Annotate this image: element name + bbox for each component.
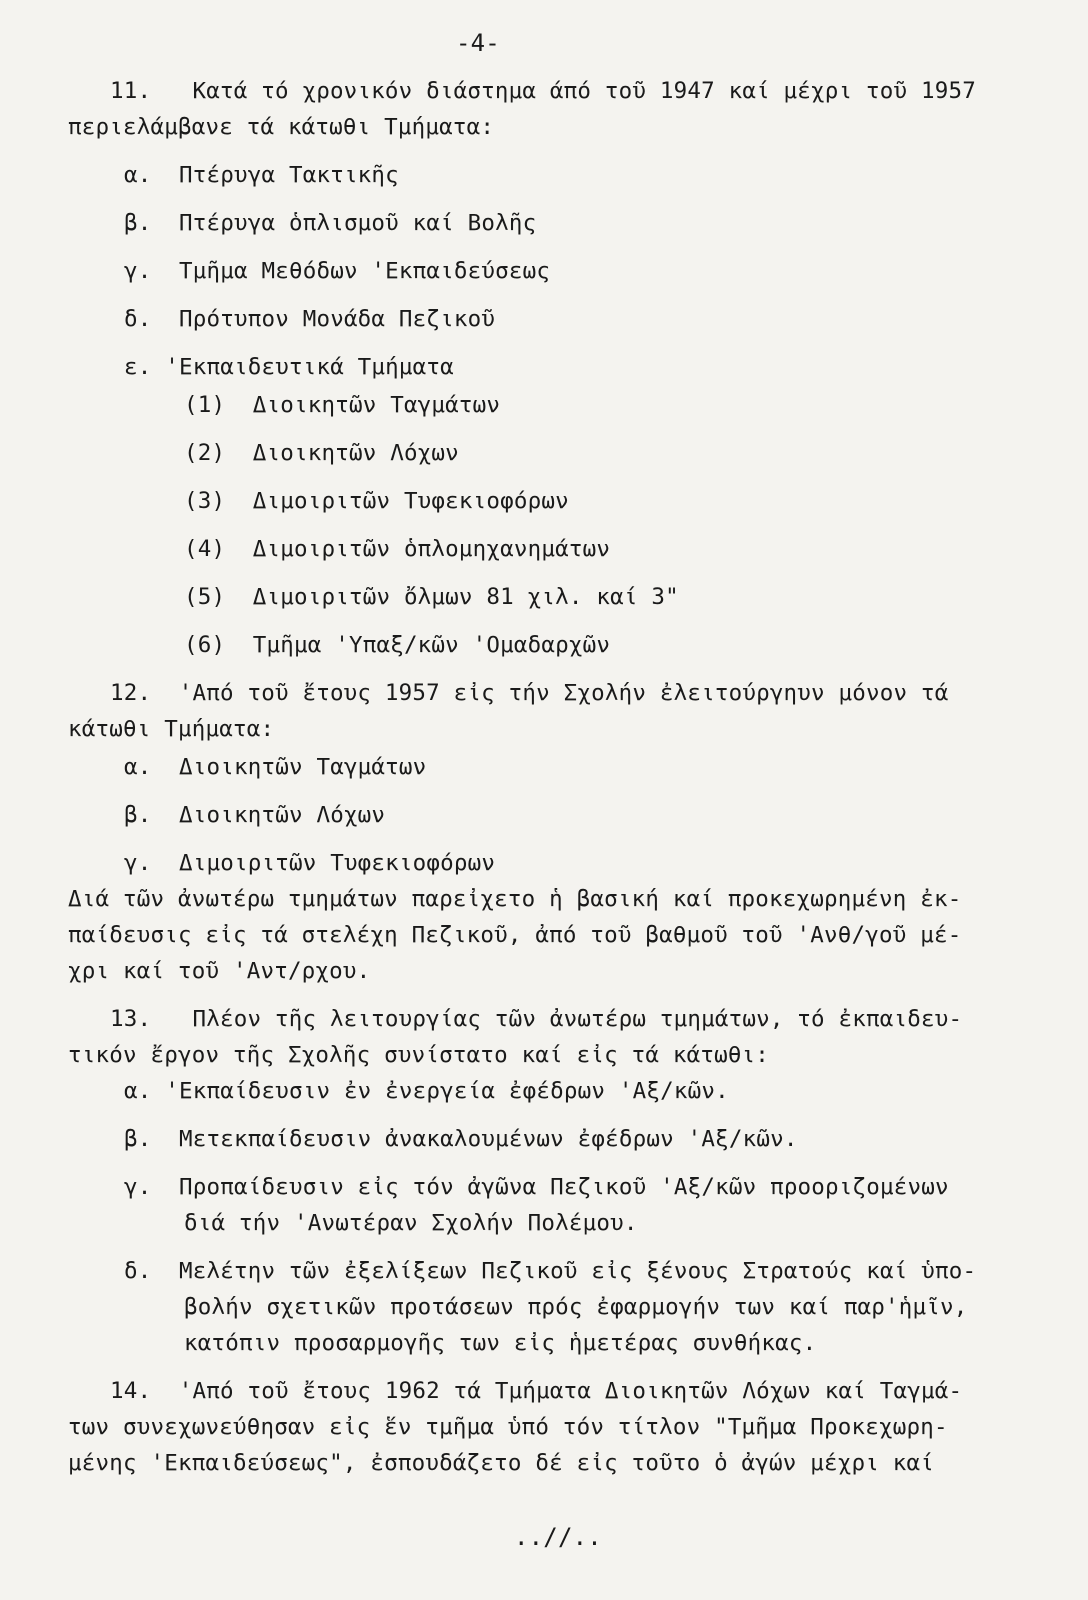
text-line: χρι καί τοῦ 'Αντ/ρχου. [68, 958, 371, 984]
text-line: (3) Διμοιριτῶν Τυφεκιοφόρων [184, 488, 569, 514]
text-line: παίδευσις εἰς τά στελέχη Πεζικοῦ, ἀπό τοῦ βαθμοῦ τοῦ 'Ανθ/γοῦ μέ- [68, 922, 962, 948]
text-line: α. 'Εκπαίδευσιν ἐν ἐνεργεία ἐφέδρων 'Αξ/κῶν. [124, 1078, 729, 1104]
text-line: κάτωθι Τμήματα: [68, 716, 275, 742]
text-line: 14. 'Από τοῦ ἔτους 1962 τά Τμήματα Διοικητῶν Λόχων καί Ταγμά- [110, 1378, 963, 1404]
text-line: περιελάμβανε τά κάτωθι Τμήματα: [68, 114, 495, 140]
text-line: β. Πτέρυγα ὁπλισμοῦ καί Βολῆς [124, 210, 537, 236]
text-line: (1) Διοικητῶν Ταγμάτων [184, 392, 501, 418]
text-line: διά τήν 'Ανωτέραν Σχολήν Πολέμου. [184, 1210, 638, 1236]
text-line: α. Διοικητῶν Ταγμάτων [124, 754, 427, 780]
text-line: ε. 'Εκπαιδευτικά Τμήματα [124, 354, 454, 380]
text-line: β. Μετεκπαίδευσιν ἀνακαλουμένων ἐφέδρων 'Αξ/κῶν. [124, 1126, 798, 1152]
page-number: -4- [456, 29, 500, 57]
text-line: Διά τῶν ἀνωτέρω τμημάτων παρεἰχετο ἡ βασική καί προκεχωρημένη ἐκ- [68, 886, 962, 912]
text-line: (6) Τμῆμα 'Υπαξ/κῶν 'Ομαδαρχῶν [184, 632, 611, 658]
text-line: δ. Μελέτην τῶν ἐξελίξεων Πεζικοῦ εἰς ξένους Στρατούς καί ὑπο- [124, 1258, 977, 1284]
continuation-mark: ..//.. [514, 1523, 602, 1551]
text-line: γ. Τμῆμα Μεθόδων 'Εκπαιδεύσεως [124, 258, 551, 284]
text-line: κατόπιν προσαρμογῆς των εἰς ἡμετέρας συνθήκας. [184, 1330, 817, 1356]
text-line: βολήν σχετικῶν προτάσεων πρός ἐφαρμογήν των καί παρ'ἡμῖν, [184, 1294, 968, 1320]
text-line: δ. Πρότυπον Μονάδα Πεζικοῦ [124, 306, 496, 332]
text-line: 13. Πλέον τῆς λειτουργίας τῶν ἀνωτέρω τμημάτων, τό ἐκπαιδευ- [110, 1006, 963, 1032]
text-line: β. Διοικητῶν Λόχων [124, 802, 386, 828]
text-line: των συνεχωνεύθησαν εἰς ἕν τμῆμα ὑπό τόν τίτλον "Τμῆμα Προκεχωρη- [68, 1414, 948, 1440]
text-line: (5) Διμοιριτῶν ὄλμων 81 χιλ. καί 3" [184, 584, 679, 610]
text-line: μένης 'Εκπαιδεύσεως", ἐσπουδάζετο δέ εἰς τοῦτο ὁ ἀγών μέχρι καί [68, 1450, 935, 1476]
text-line: γ. Διμοιριτῶν Τυφεκιοφόρων [124, 850, 496, 876]
text-line: τικόν ἔργον τῆς Σχολῆς συνίστατο καί εἰς τά κάτωθι: [68, 1042, 770, 1068]
text-line: α. Πτέρυγα Τακτικῆς [124, 162, 399, 188]
text-line: 12. 'Από τοῦ ἔτους 1957 εἰς τήν Σχολήν ἐλειτούργηυν μόνον τά [110, 680, 949, 706]
text-line: 11. Κατά τό χρονικόν διάστημα άπό τοῦ 1947 καί μέχρι τοῦ 1957 [110, 78, 977, 104]
text-line: (4) Διμοιριτῶν ὁπλομηχανημάτων [184, 536, 611, 562]
text-line: γ. Προπαίδευσιν εἰς τόν ἀγῶνα Πεζικοῦ 'Αξ/κῶν προοριζομένων [124, 1174, 949, 1200]
text-line: (2) Διοικητῶν Λόχων [184, 440, 459, 466]
